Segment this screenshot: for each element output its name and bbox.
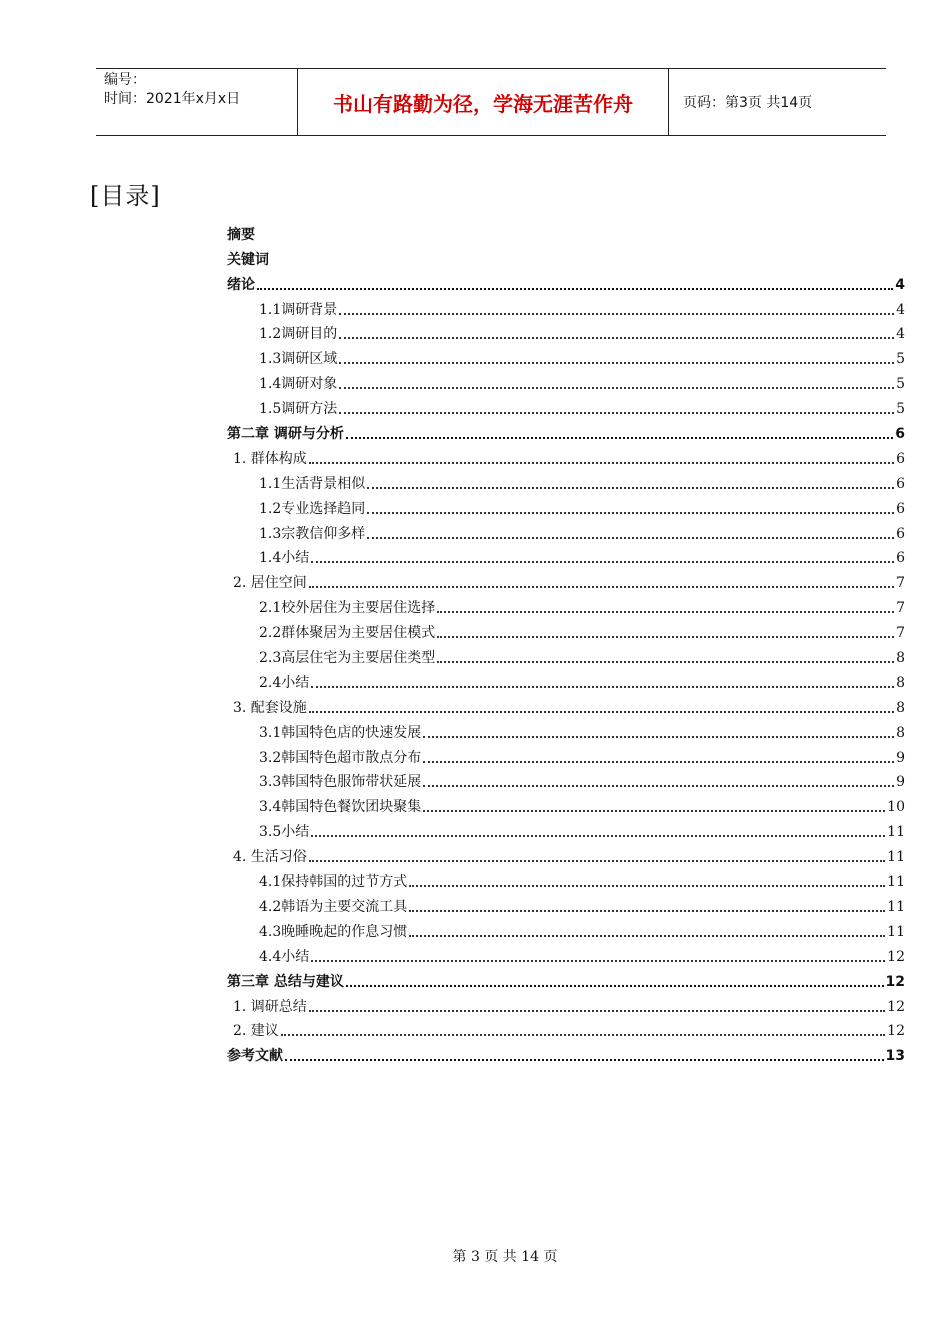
toc-entry[interactable] [227,841,905,866]
toc-leader-dots [437,636,894,638]
toc-entry[interactable] [227,991,905,1016]
toc-entry-page: 12 [887,1023,905,1040]
toc-entry-page: 8 [896,699,905,716]
toc-entry-page: 9 [896,749,905,766]
toc-entry-label: 3.3韩国特色服饰带状延展 [259,774,422,791]
toc-entry-label: 4. 生活习俗 [233,849,307,866]
header-page-info: 页码：第3页 共14页 [683,95,813,111]
toc-leader-dots [309,860,885,862]
toc-entry-page: 13 [885,1048,905,1065]
toc-entry-page: 8 [896,674,905,691]
toc-entry-page: 11 [887,874,905,891]
toc-leader-dots [285,1059,884,1061]
toc-entry[interactable] [227,717,905,742]
toc-title: [目录] [90,182,161,210]
toc-entry[interactable] [227,1040,905,1065]
toc-entry[interactable] [227,742,905,767]
toc-leader-dots [311,561,894,563]
toc-entry-label: 3.4韩国特色餐饮团块聚集 [259,799,422,816]
toc-leader-dots [311,835,885,837]
toc-entry-label: 1.5调研方法 [259,401,338,418]
toc-entry-label: 3.5小结 [259,824,310,841]
toc-leader-dots [311,960,885,962]
toc-entry-page: 10 [887,799,905,816]
document-number-label: 编号： [104,72,146,88]
toc-entry[interactable] [227,244,905,269]
toc-entry[interactable] [227,767,905,792]
toc-entry-page: 9 [896,774,905,791]
toc-entry[interactable] [227,642,905,667]
toc-leader-dots [437,661,894,663]
toc-leader-dots [339,313,894,315]
toc-entry-page: 6 [895,426,905,443]
toc-entry[interactable] [227,393,905,418]
toc-entry-label: 1.2调研目的 [259,326,338,343]
toc-entry-label: 1.4调研对象 [259,376,338,393]
toc-entry[interactable] [227,343,905,368]
toc-entry-page: 5 [896,351,905,368]
toc-entry-page: 8 [896,724,905,741]
toc-entry-page: 4 [895,276,905,293]
toc-entry[interactable] [227,219,905,244]
toc-leader-dots [339,412,894,414]
toc-entry[interactable] [227,269,905,294]
toc-entry-label: 1.1生活背景相似 [259,475,366,492]
toc-entry[interactable] [227,791,905,816]
toc-entry-label: 2. 居住空间 [233,575,307,592]
toc-entry[interactable] [227,816,905,841]
header-meta [96,69,298,135]
toc-entry-page: 11 [887,923,905,940]
toc-leader-dots [367,512,894,514]
toc-entry[interactable] [227,866,905,891]
toc-entry-label: 关键词 [227,251,269,268]
toc-leader-dots [423,785,894,787]
toc-entry[interactable] [227,368,905,393]
toc-entry[interactable] [227,493,905,518]
toc-entry-label: 1. 群体构成 [233,450,307,467]
toc-entry-page: 7 [896,575,905,592]
toc-entry-label: 3.2韩国特色超市散点分布 [259,749,422,766]
toc-entry-label: 2.1校外居住为主要居住选择 [259,600,436,617]
toc-entry-label: 摘要 [227,226,255,243]
toc-entry-page: 4 [896,301,905,318]
toc-leader-dots [339,362,894,364]
toc-leader-dots [309,711,894,713]
header-motto: 书山有路勤为径，学海无涯苦作舟 [298,69,669,135]
toc-entry-label: 2.2群体聚居为主要居住模式 [259,625,436,642]
toc-entry-page: 5 [896,376,905,393]
toc-leader-dots [339,387,894,389]
toc-entry[interactable] [227,567,905,592]
toc-entry[interactable] [227,319,905,344]
toc-entry-label: 3.1韩国特色店的快速发展 [259,724,422,741]
toc-entry-page: 6 [896,550,905,567]
toc-entry-page: 12 [885,973,905,990]
toc-entry-label: 1.2专业选择趋同 [259,500,366,517]
toc-leader-dots [309,586,894,588]
toc-entry-label: 参考文献 [227,1048,283,1065]
toc-entry-label: 绪论 [227,276,255,293]
toc-leader-dots [367,537,894,539]
toc-leader-dots [409,910,885,912]
toc-entry[interactable] [227,617,905,642]
toc-entry-page: 11 [887,824,905,841]
toc-leader-dots [423,761,894,763]
toc-entry-page: 7 [896,625,905,642]
toc-leader-dots [409,935,885,937]
table-of-contents [227,219,905,1065]
toc-entry[interactable] [227,468,905,493]
toc-leader-dots [423,736,894,738]
toc-entry-page: 4 [896,326,905,343]
toc-leader-dots [309,1010,885,1012]
toc-leader-dots [437,611,894,613]
toc-entry-label: 第三章 总结与建议 [227,973,344,990]
toc-entry-page: 5 [896,401,905,418]
toc-entry-label: 4.3晚睡晚起的作息习惯 [259,923,408,940]
toc-leader-dots [346,437,893,439]
toc-entry-page: 12 [887,998,905,1015]
toc-entry[interactable] [227,543,905,568]
toc-entry[interactable] [227,518,905,543]
toc-entry-label: 1.4小结 [259,550,310,567]
toc-entry-label: 4.4小结 [259,948,310,965]
toc-entry-label: 1. 调研总结 [233,998,307,1015]
toc-entry-label: 1.1调研背景 [259,301,338,318]
toc-entry-page: 8 [896,650,905,667]
toc-entry[interactable] [227,1016,905,1041]
toc-entry-page: 6 [896,525,905,542]
toc-entry[interactable] [227,891,905,916]
toc-leader-dots [257,288,893,290]
toc-leader-dots [309,462,894,464]
toc-leader-dots [346,985,884,987]
document-date-label: 时间：2021年x月x日 [104,91,241,107]
toc-entry[interactable] [227,443,905,468]
page-header [96,68,886,136]
toc-entry-page: 11 [887,849,905,866]
toc-leader-dots [367,487,894,489]
toc-entry-page: 12 [887,948,905,965]
toc-leader-dots [409,885,885,887]
toc-entry[interactable] [227,941,905,966]
toc-entry[interactable] [227,592,905,617]
toc-entry-label: 4.1保持韩国的过节方式 [259,874,408,891]
toc-leader-dots [339,337,894,339]
toc-entry[interactable] [227,692,905,717]
toc-entry-label: 4.2韩语为主要交流工具 [259,898,408,915]
toc-entry-label: 1.3调研区域 [259,351,338,368]
toc-leader-dots [311,686,894,688]
toc-entry-page: 6 [896,475,905,492]
toc-leader-dots [281,1034,885,1036]
toc-entry-page: 11 [887,898,905,915]
toc-entry-page: 7 [896,600,905,617]
toc-leader-dots [423,810,885,812]
toc-entry-label: 1.3宗教信仰多样 [259,525,366,542]
toc-entry[interactable] [227,667,905,692]
toc-entry-label: 第二章 调研与分析 [227,426,344,443]
toc-entry-label: 2.3高层住宅为主要居住类型 [259,650,436,667]
toc-entry[interactable] [227,294,905,319]
toc-entry[interactable] [227,966,905,991]
toc-entry-page: 6 [896,450,905,467]
toc-entry-page: 6 [896,500,905,517]
toc-entry-label: 3. 配套设施 [233,699,307,716]
toc-entry-label: 2.4小结 [259,674,310,691]
toc-entry[interactable] [227,418,905,443]
page-footer: 第 3 页 共 14 页 [452,1249,558,1265]
toc-entry[interactable] [227,916,905,941]
toc-entry-label: 2. 建议 [233,1023,279,1040]
